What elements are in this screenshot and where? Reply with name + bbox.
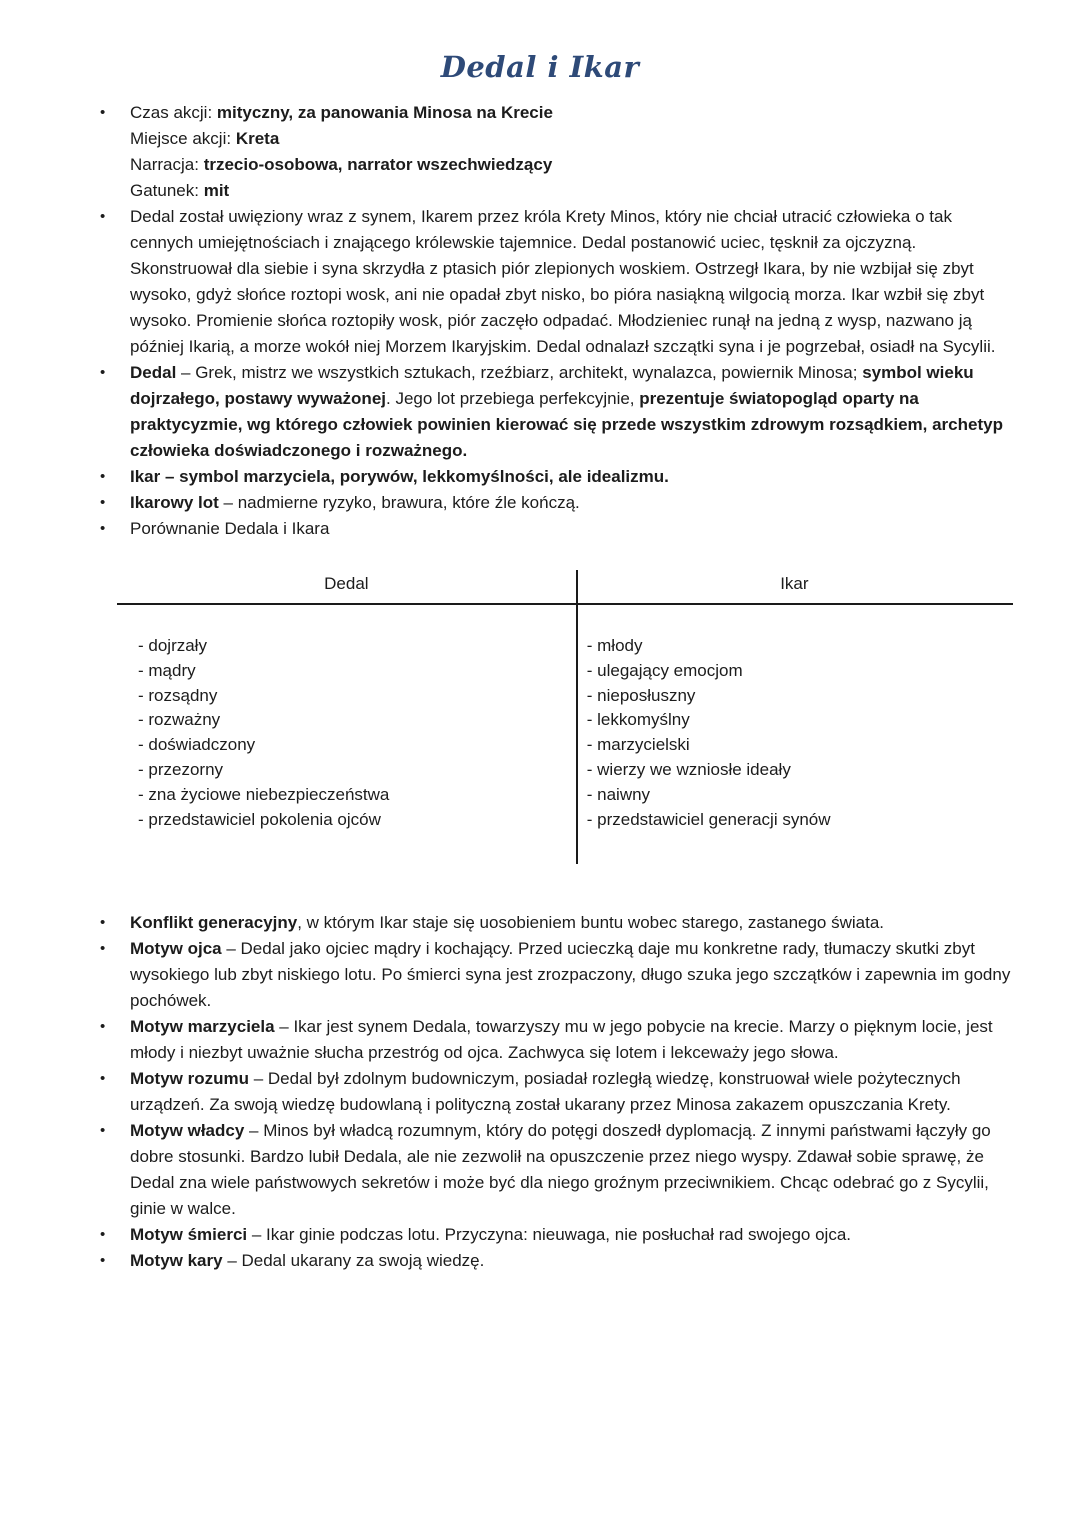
table-cell-item: - zna życiowe niebezpieczeństwa	[138, 784, 390, 804]
table-cell-item: - przedstawiciel generacji synów	[586, 809, 831, 829]
bullet-item	[100, 516, 1016, 542]
comparison-table-header-row	[117, 570, 1013, 605]
bullet-item	[100, 1066, 1016, 1118]
bullet-item	[100, 1222, 1016, 1248]
bullet-text: Motyw śmierci – Ikar ginie podczas lotu. Przyczyna: nieuwaga, nie posłuchał rad swojego ojca.	[130, 1225, 851, 1245]
table-column-divider	[576, 570, 578, 864]
bullet-marker-icon: •	[100, 208, 106, 225]
table-header-dedal: Dedal	[324, 574, 369, 593]
bullet-marker-icon: •	[100, 1122, 106, 1140]
table-cell-item: - nieposłuszny	[586, 685, 696, 705]
page-title: Dedal i Ikar	[440, 50, 640, 84]
bullet-text: Ikarowy lot – nadmierne ryzyko, brawura, które źle kończą.	[130, 493, 580, 512]
table-cell-item: - ulegający emocjom	[586, 660, 743, 680]
table-cell-item: - dojrzały	[138, 636, 207, 655]
bullet-item	[100, 360, 1016, 464]
table-header-ikar: Ikar	[780, 574, 809, 593]
bullet-item	[100, 490, 1016, 516]
bullet-marker-icon: •	[100, 1018, 106, 1036]
table-cell-item: - przezorny	[138, 759, 224, 779]
bullet-text: Dedal został uwięziony wraz z synem, Ikarem przez króla Krety Minos, który nie chciał utracić człowieka o tak cennych umiejętnościach i znającego królewskie tajemnice. Dedal postanowić uciec, tęsknił za ojczyzną. Skonstruował dla siebie i syna skrzydła z ptasich piór zlepionych woskiem. Ostrzegł Ikara, by nie wzbijał się zbyt wysoko, gdyż słońce roztopi wosk, ani nie opadał zbyt nisko, bo pióra nasiąkną wilgocią morza. Ikar wzbił się zbyt wysoko. Promienie słońca roztopiły wosk, piór zaczęło odpadać. Młodzieniec runął na jedną z wysp, nazwano ją później Ikarią, a morze wokół niej Morzem Ikaryjskim. Dedal odnalazł szczątki syna i je pogrzebał, osiadł na Sycylii.	[130, 207, 996, 356]
bullet-item	[100, 464, 1016, 490]
bullet-marker-icon: •	[100, 468, 106, 485]
table-cell-item: - doświadczony	[138, 735, 256, 755]
bullet-marker-icon: •	[100, 520, 106, 537]
bullet-marker-icon: •	[100, 940, 106, 958]
notes-list-bottom	[100, 910, 1016, 1274]
bullet-text: Motyw rozumu – Dedal był zdolnym budowniczym, posiadał rozległą wiedzę, konstruował wiele pożytecznych urządzeń. Za swoją wiedzę budowlaną i polityczną został ukarany przez Minosa zakazem opuszczania Krety.	[130, 1069, 961, 1115]
bullet-marker-icon: •	[100, 494, 106, 511]
table-cell-item: - rozważny	[138, 710, 221, 730]
bullet-text: Konflikt generacyjny, w którym Ikar staje się uosobieniem buntu wobec starego, zastanego świata.	[130, 913, 885, 933]
bullet-marker-icon: •	[100, 1252, 106, 1270]
table-cell-item: - młody	[586, 636, 643, 655]
table-cell-item: - rozsądny	[138, 685, 218, 705]
table-cell-item: - marzycielski	[586, 735, 690, 755]
bullet-text: Czas akcji: mityczny, za panowania Minosa na Krecie Miejsce akcji: Kreta Narracja: trzecio-osobowa, narrator wszechwiedzący Gatunek: mit	[130, 103, 553, 200]
bullet-item	[100, 1118, 1016, 1222]
table-cell-item: - mądry	[138, 660, 196, 680]
comparison-table-body	[117, 605, 1013, 864]
table-cell-item: - naiwny	[586, 784, 651, 804]
table-cell-item: - wierzy we wzniosłe ideały	[586, 759, 791, 779]
bullet-marker-icon: •	[100, 1070, 106, 1088]
bullet-item	[100, 204, 1016, 360]
bullet-item	[100, 1248, 1016, 1274]
notes-list-top	[100, 100, 1016, 542]
table-column-dedal	[117, 634, 576, 832]
table-column-ikar	[576, 634, 1013, 832]
bullet-marker-icon: •	[100, 104, 106, 121]
bullet-marker-icon: •	[100, 1226, 106, 1244]
table-cell-item: - lekkomyślny	[586, 710, 690, 730]
bullet-text: Motyw kary – Dedal ukarany za swoją wiedzę.	[130, 1251, 485, 1271]
bullet-item	[100, 910, 1016, 936]
table-cell-item: - przedstawiciel pokolenia ojców	[138, 809, 381, 829]
bullet-text: Porównanie Dedala i Ikara	[130, 519, 330, 538]
bullet-marker-icon: •	[100, 364, 106, 381]
bullet-item	[100, 936, 1016, 1014]
comparison-table	[117, 570, 1013, 864]
bullet-text: Ikar – symbol marzyciela, porywów, lekkomyślności, ale idealizmu.	[130, 467, 669, 486]
bullet-item	[100, 100, 1016, 204]
bullet-item	[100, 1014, 1016, 1066]
bullet-text: Motyw marzyciela – Ikar jest synem Dedala, towarzyszy mu w jego pobycie na krecie. Marzy o pięknym locie, jest młody i niezbyt uważnie słucha przestróg od ojca. Zachwyca się lotem i lekceważy jego słowa.	[130, 1017, 993, 1063]
bullet-marker-icon: •	[100, 914, 106, 932]
bullet-text: Dedal – Grek, mistrz we wszystkich sztukach, rzeźbiarz, architekt, wynalazca, powiernik Minosa; symbol wieku dojrzałego, postawy wyważonej. Jego lot przebiega perfekcyjnie, prezentuje światopogląd oparty na praktycyzmie, wg którego człowiek powinien kierować się przede wszystkim zdrowym rozsądkiem, archetyp człowieka doświadczonego i rozważnego.	[130, 363, 1003, 460]
bullet-text: Motyw władcy – Minos był władcą rozumnym, który do potęgi doszedł dyplomacją. Z innymi państwami łączyły go dobre stosunki. Bardzo lubił Dedala, ale nie zezwolił na opuszczenie przez niego wyspy. Zdawał sobie sprawę, że Dedal zna wiele państwowych sekretów i może być dla niego groźnym przeciwnikiem. Chcąc odebrać go z Sycylii, ginie w walce.	[130, 1121, 991, 1219]
bullet-text: Motyw ojca – Dedal jako ojciec mądry i kochający. Przed ucieczką daje mu konkretne rady, tłumaczy skutki zbyt wysokiego lub zbyt niskiego lotu. Po śmierci syna jest zrozpaczony, długo szuka jego szczątków i zapewnia im godny pochówek.	[130, 939, 1011, 1011]
